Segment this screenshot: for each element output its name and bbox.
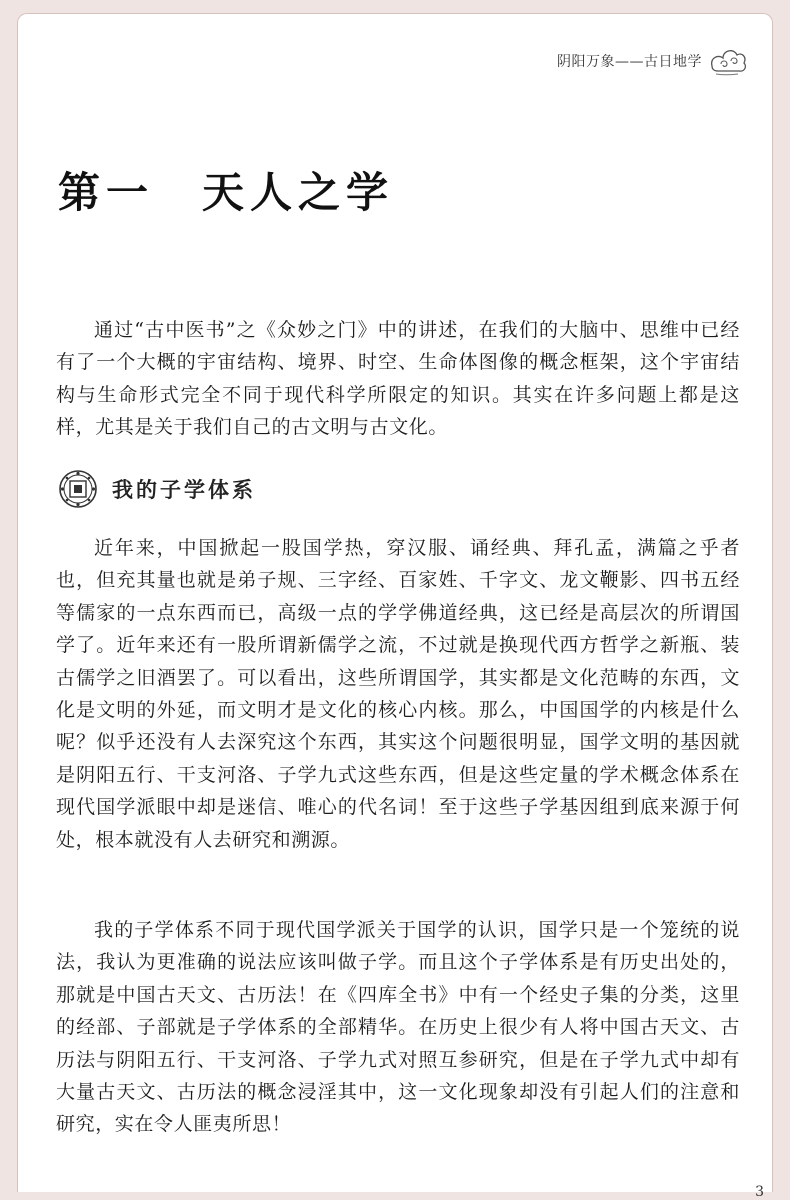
- book-page: [17, 13, 773, 1200]
- body-paragraph: 我的子学体系不同于现代国学派关于国学的认识，国学只是一个笼统的说法，我认为更准确的说法应该叫做子学。而且这个子学体系是有历史出处的，那就是中国古天文、古历法！在《四库全书》中有一个经史子集的分类，这里的经部、子部就是子学体系的全部精华。在历史上很少有人将中国古天文、古历法与阴阳五行、干支河洛、子学九式对照互参研究，但是在子学九式中却有大量古天文、古历法的概念浸淫其中，这一文化现象却没有引起人们的注意和研究，实在令人匪夷所思！: [56, 919, 740, 1136]
- section-heading-text: 我的子学体系: [112, 478, 256, 502]
- running-title: 阴阳万象——古日地学: [557, 54, 702, 70]
- section-heading: [58, 469, 256, 509]
- cloud-scroll-icon: [708, 44, 748, 78]
- chapter-title: 第一 天人之学: [58, 168, 395, 217]
- running-header: [557, 38, 748, 84]
- body-paragraph: 近年来，中国掀起一股国学热，穿汉服、诵经典、拜孔孟，满篇之乎者也，但充其量也就是弟子规、三字经、百家姓、千字文、龙文鞭影、四书五经等儒家的一点东西而已，高级一点的学学佛道经典，这已经是高层次的所谓国学了。近年来还有一股所谓新儒学之流，不过就是换现代西方哲学之新瓶、装古儒学之旧酒罢了。可以看出，这些所谓国学，其实都是文化范畴的东西，文化是文明的外延，而文明才是文化的核心内核。那么，中国国学的内核是什么呢？似乎还没有人去深究这个东西，其实这个问题很明显，国学文明的基因就是阴阳五行、干支河洛、子学九式这些东西，但是这些定量的学术概念体系在现代国学派眼中却是迷信、唯心的代名词！至于这些子学基因组到底来源于何处，根本就没有人去研究和溯源。: [56, 537, 740, 851]
- page-number: 3: [755, 1184, 764, 1200]
- intro-paragraph: 通过“古中医书”之《众妙之门》中的讲述，在我们的大脑中、思维中已经有了一个大概的宇宙结构、境界、时空、生命体图像的概念框架，这个宇宙结构与生命形式完全不同于现代科学所限定的知识。其实在许多问题上都是这样，尤其是关于我们自己的古文明与古文化。: [56, 319, 740, 439]
- circular-seal-icon: [58, 469, 98, 509]
